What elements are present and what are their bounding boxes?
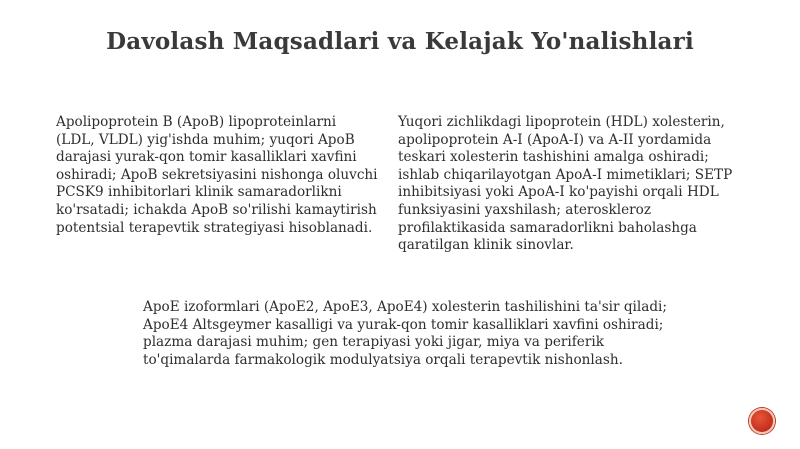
slide-title: Davolash Maqsadlari va Kelajak Yo'nalishlari (106, 28, 694, 55)
next-slide-button[interactable] (749, 408, 775, 434)
paragraph-apoe: ApoE izoformlari (ApoE2, ApoE3, ApoE4) xolesterin tashilishini ta'sir qiladi; ApoE4 Altsgeymer kasalligi va yurak-qon tomir kasalliklari xavfini oshiradi; plazma darajasi muhim; gen terapiyasi yoki jigar, miya va periferik to'qimalarda farmakologik modulyatsiya orqali terapevtik nishonlash. (143, 299, 667, 368)
paragraph-hdl: Yuqori zichlikdagi lipoprotein (HDL) xolesterin, apolipoprotein A-I (ApoA-I) va A-II yordamida teskari xolesterin tashishini amalga oshiradi; ishlab chiqarilayotgan ApoA-I mimetiklari; SETP inhibitsiyasi yoki ApoA-I ko'payishi orqali HDL funksiyasini yaxshilash; ateroskleroz profilaktikasida samaradorlikni baholashga qaratilgan klinik sinovlar. (398, 114, 733, 254)
paragraph-apob: Apolipoprotein B (ApoB) lipoproteinlarni (LDL, VLDL) yig'ishda muhim; yuqori ApoB darajasi yurak-qon tomir kasalliklari xavfini oshiradi; ApoB sekretsiyasini nishonga oluvchi PCSK9 inhibitorlari klinik samaradorlikni ko'rsatadi; ichakda ApoB so'rilishi kamaytirish potentsial terapevtik strategiyasi hisoblanadi. (56, 114, 378, 236)
